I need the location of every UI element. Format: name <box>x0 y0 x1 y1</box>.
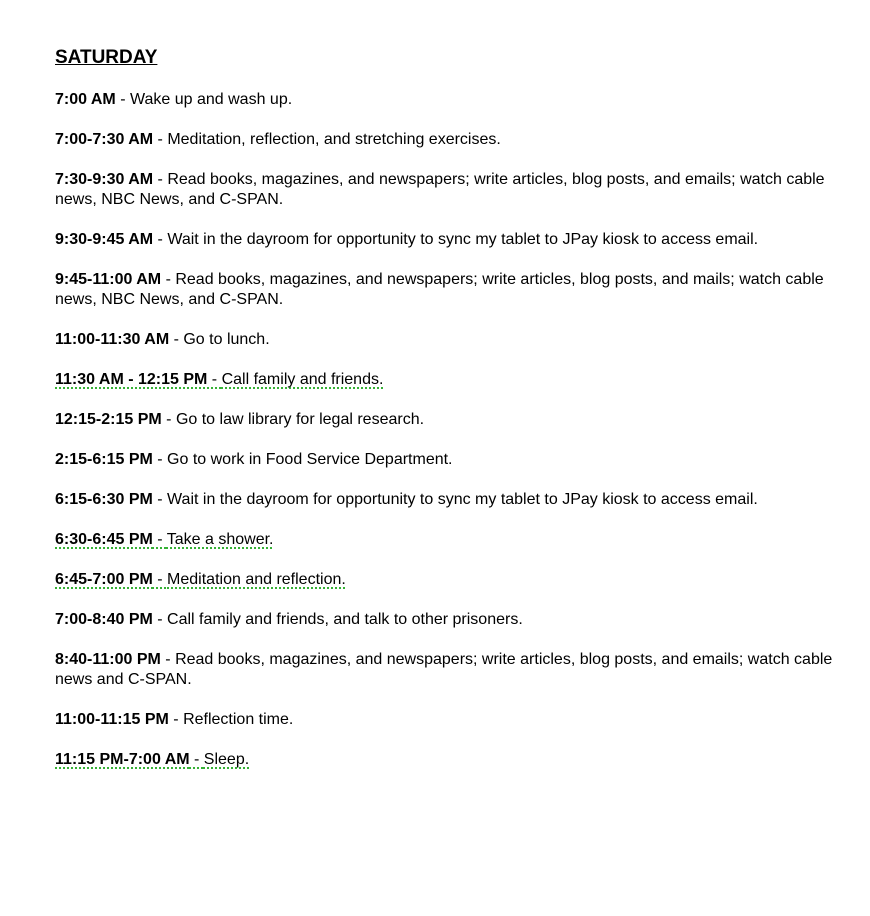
entry-description: Call family and friends. <box>221 371 384 388</box>
entry-time: 7:00 AM <box>55 91 116 108</box>
entry-time: 12:15-2:15 PM <box>55 411 162 428</box>
entry-description: Reflection time. <box>183 711 294 728</box>
entry-separator: - <box>152 531 167 548</box>
entry-separator: - <box>207 371 222 388</box>
entry-description: Wake up and wash up. <box>129 91 293 108</box>
schedule-entry <box>55 130 835 150</box>
entry-time: 9:45-11:00 AM <box>55 271 162 288</box>
entry-description: Wait in the dayroom for opportunity to sync my tablet to JPay kiosk to access email. <box>167 231 759 248</box>
page-title: SATURDAY <box>55 47 158 68</box>
schedule-entry <box>55 710 835 730</box>
schedule-entry <box>55 90 835 110</box>
entry-separator: - <box>115 91 130 108</box>
entry-time: 8:40-11:00 PM <box>55 651 161 668</box>
entry-time: 7:00-7:30 AM <box>55 131 154 148</box>
schedule-entry <box>55 370 835 390</box>
schedule-entry <box>55 410 835 430</box>
entry-time: 6:15-6:30 PM <box>55 491 153 508</box>
entry-description: Read books, magazines, and newspapers; write articles, blog posts, and mails; watch cable news, NBC News, and C-SPAN. <box>55 271 824 308</box>
schedule-entry <box>55 570 835 590</box>
schedule-list <box>55 90 835 790</box>
schedule-entry <box>55 650 835 690</box>
entry-description: Take a shower. <box>166 531 274 548</box>
schedule-entry <box>55 170 835 210</box>
entry-description: Go to lunch. <box>183 331 270 348</box>
schedule-entry <box>55 330 835 350</box>
entry-separator: - <box>168 711 184 728</box>
entry-time: 7:30-9:30 AM <box>55 171 154 188</box>
schedule-entry <box>55 230 835 250</box>
entry-time: 11:00-11:15 PM <box>55 711 169 728</box>
entry-separator: - <box>153 131 168 148</box>
entry-separator: - <box>169 331 184 348</box>
schedule-entry <box>55 450 835 470</box>
entry-description: Go to law library for legal research. <box>175 411 425 428</box>
schedule-entry <box>55 610 835 630</box>
entry-separator: - <box>152 451 168 468</box>
entry-separator: - <box>160 651 176 668</box>
entry-time: 7:00-8:40 PM <box>55 611 153 628</box>
entry-time: 6:30-6:45 PM <box>55 531 153 548</box>
entry-description: Go to work in Food Service Department. <box>167 451 453 468</box>
entry-description: Read books, magazines, and newspapers; write articles, blog posts, and emails; watch cable news, NBC News, and C-SPAN. <box>55 171 825 208</box>
entry-description: Wait in the dayroom for opportunity to sync my tablet to JPay kiosk to access email. <box>167 491 758 508</box>
entry-separator: - <box>152 571 168 588</box>
entry-time: 9:30-9:45 AM <box>55 231 154 248</box>
entry-time: 6:45-7:00 PM <box>55 571 153 588</box>
entry-separator: - <box>189 751 204 768</box>
entry-separator: - <box>152 491 168 508</box>
entry-time: 11:00-11:30 AM <box>55 331 170 348</box>
entry-separator: - <box>161 411 176 428</box>
entry-time: 2:15-6:15 PM <box>55 451 153 468</box>
entry-time: 11:15 PM-7:00 AM <box>55 751 190 768</box>
entry-separator: - <box>153 171 168 188</box>
schedule-entry <box>55 490 835 510</box>
schedule-entry <box>55 750 835 770</box>
entry-separator: - <box>152 611 168 628</box>
schedule-entry <box>55 270 835 310</box>
entry-separator: - <box>153 231 168 248</box>
entry-description: Meditation, reflection, and stretching exercises. <box>167 131 501 148</box>
entry-separator: - <box>161 271 176 288</box>
entry-description: Meditation and reflection. <box>167 571 346 588</box>
entry-description: Call family and friends, and talk to other prisoners. <box>167 611 523 628</box>
schedule-entry <box>55 530 835 550</box>
entry-description: Read books, magazines, and newspapers; write articles, blog posts, and emails; watch cable news and C-SPAN. <box>55 651 833 688</box>
entry-description: Sleep. <box>203 751 250 768</box>
entry-time: 11:30 AM - 12:15 PM <box>55 371 208 388</box>
